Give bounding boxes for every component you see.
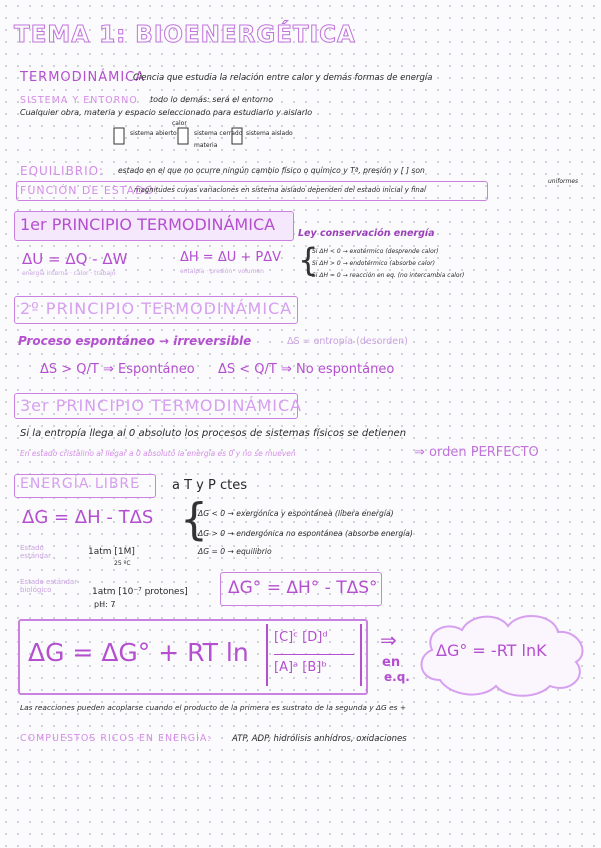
energia-case-3: ΔG = 0 → equilibrio: [198, 547, 272, 556]
sistema-def: Cualquier obra, materia y espacio seleccionado para estudiarlo y aislarlo: [20, 108, 313, 117]
p1-eq2: ΔH = ΔU + PΔV: [180, 250, 282, 265]
diagram-a: sistema abierto: [130, 130, 177, 137]
frac-line: [274, 654, 354, 655]
p2-proceso: Proceso espontáneo → irreversible: [18, 334, 252, 348]
compuestos-label: COMPUESTOS RICOS EN ENERGÍA:: [20, 733, 212, 744]
p3-line3: ⇒ orden PERFECTO: [414, 445, 539, 460]
p1-eq2-sub: entalpía · presión · volumen: [180, 268, 264, 275]
compuestos-list: ATP, ADP, hidrólisis anhídros, oxidaciones: [232, 734, 407, 744]
std-temp: 25 ºC: [114, 560, 131, 567]
energia-suffix: a T y P ctes: [172, 478, 247, 493]
energia-brace: {: [180, 494, 208, 545]
big-en: en: [382, 655, 401, 670]
p3-title: 3er PRINCIPIO TERMODINÁMICA: [20, 396, 303, 415]
sistema-entorno: todo lo demás: será el entorno: [150, 95, 274, 104]
diagram-d: calor: [172, 120, 187, 127]
big-eq-short: e.q.: [384, 670, 410, 684]
p1-case-1: Si ΔH < 0 → exotérmico (desprende calor): [312, 248, 439, 255]
diagram-c: sistema aislado: [246, 130, 293, 137]
sistema-label: SISTEMA Y ENTORNO: [20, 95, 138, 106]
frac-den: [A]ᵃ [B]ᵇ: [274, 660, 327, 675]
bio-ph: pH: 7: [94, 600, 116, 609]
equilibrio-tail: uniformes: [548, 178, 579, 185]
energia-case-2: ΔG > 0 → endergónica no espontánea (absorbe energía): [198, 529, 413, 538]
big-frac: [266, 624, 362, 686]
p2-entropia: ΔS = entropía (desorden): [287, 336, 408, 347]
energia-case-1: ΔG < 0 → exergónica y espontánea (libera energía): [198, 509, 394, 518]
termo-label: TERMODINÁMICA: [20, 70, 146, 85]
energia-eq: ΔG = ΔH - TΔS: [22, 507, 154, 528]
funcion-box: [16, 181, 488, 201]
bio-val: 1atm [10⁻⁷ protones]: [92, 587, 188, 597]
p2-title: 2º PRINCIPIO TERMODINÁMICA: [20, 299, 293, 318]
big-arrow: ⇒: [380, 628, 397, 652]
equilibrio-label: EQUILIBRIO:: [20, 164, 104, 178]
funcion-def: magnitudes cuyas variaciones en sistema aislado dependen del estado inicial y final: [134, 186, 426, 194]
std-val: 1atm [1M]: [88, 547, 135, 557]
equilibrio-def: estado en el que no ocurre ningún cambio físico o químico y Tª, presión y [ ] son: [118, 166, 425, 175]
frac-num: [C]ᶜ [D]ᵈ: [274, 630, 328, 645]
p1-case-3: Si ΔH = 0 → reacción en eq. (no intercambia calor): [312, 272, 465, 279]
p2-ineq2: ΔS < Q/T ⇒ No espontáneo: [218, 362, 395, 377]
termo-def: Ciencia que estudia la relación entre calor y demás formas de energía: [133, 73, 433, 83]
p1-subtitle: Ley conservación energía: [298, 228, 435, 239]
react-text: Las reacciones pueden acoplarse cuando el producto de la primera es sustrato de la segunda y ΔG es +: [20, 703, 407, 712]
eq-std: ΔG° = ΔH° - TΔS°: [228, 578, 378, 598]
p1-brace: {: [298, 241, 319, 279]
p1-case-2: Si ΔH > 0 → endotérmico (absorbe calor): [312, 260, 435, 267]
p2-ineq1: ΔS > Q/T ⇒ Espontáneo: [40, 362, 195, 377]
cloud-eq: ΔG° = -RT lnK: [436, 641, 547, 660]
std-label: Estado estándar: [20, 544, 52, 560]
p1-eq1-sub: energía interna · calor · trabajo: [22, 270, 116, 277]
p1-eq1: ΔU = ΔQ - ΔW: [22, 250, 128, 268]
energia-label: ENERGÍA LIBRE: [20, 476, 141, 492]
diagram-e: materia: [194, 142, 218, 149]
p3-line2: En estado cristalino al llegar a 0 absoluto la energía es 0 y no se mueven: [20, 449, 296, 458]
bio-label: Estado estándar biológico: [20, 578, 78, 594]
diagram-b: sistema cerrado: [194, 130, 243, 137]
systems-diagram: [110, 120, 293, 158]
p1-title: 1er PRINCIPIO TERMODINÁMICA: [20, 215, 276, 234]
big-eq: ΔG = ΔG° + RT ln: [28, 638, 249, 667]
page-title: TEMA 1: BIOENERGÉTICA: [14, 22, 356, 48]
funcion-label: FUNCIÓN DE ESTADO:: [20, 184, 159, 197]
p3-line1: Si la entropía llega al 0 absoluto los procesos de sistemas físicos se detienen: [20, 428, 407, 439]
